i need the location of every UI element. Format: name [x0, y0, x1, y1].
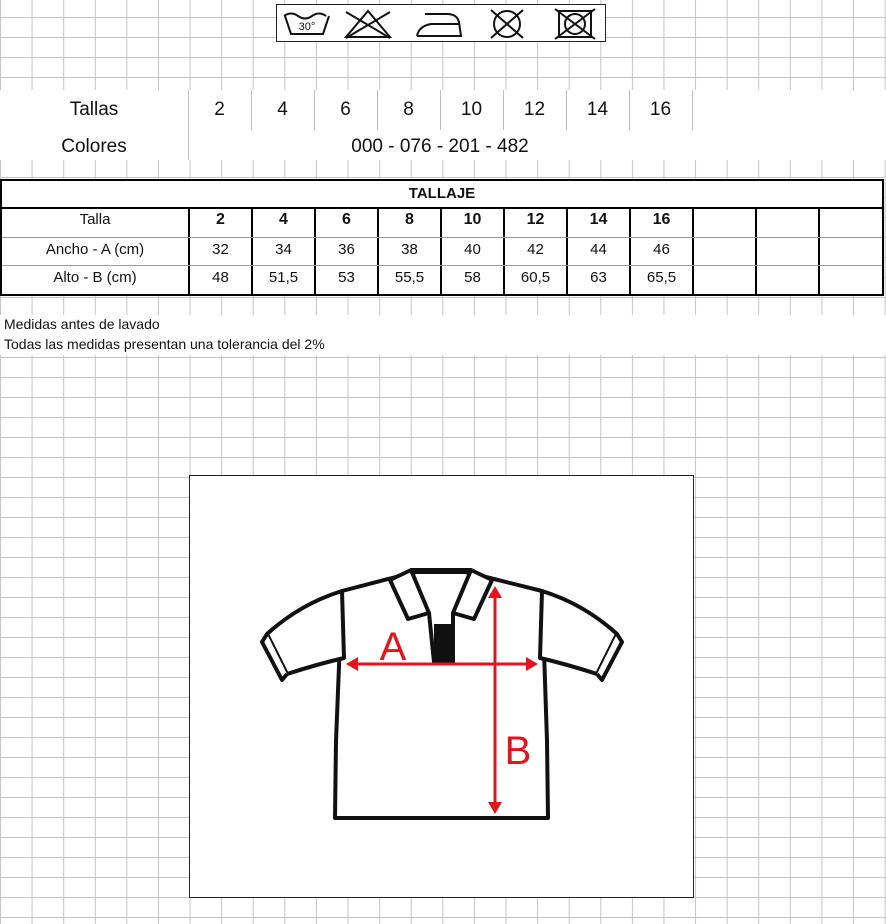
table-cell: 65,5	[646, 269, 677, 286]
table-cell: 55,5	[394, 269, 425, 286]
table-cell: 48	[212, 269, 229, 286]
table-size-header: 4	[279, 211, 288, 228]
table-cell: 40	[464, 241, 481, 258]
table-row-label: Alto - B (cm)	[53, 269, 137, 286]
wash-30-icon	[281, 8, 333, 40]
table-size-header: 8	[405, 211, 414, 228]
wash-temp-label: 30°	[298, 21, 316, 33]
size-value: 10	[460, 99, 483, 120]
table-cell: 63	[590, 269, 607, 286]
size-value: 16	[649, 99, 672, 120]
note-tolerance: Todas las medidas presentan una tolerancia del 2%	[4, 336, 325, 352]
iron-icon	[411, 8, 467, 40]
polo-shirt-illustration	[190, 476, 693, 897]
table-cell: 32	[212, 241, 229, 258]
height-label-b: B	[504, 729, 532, 773]
note-measurements: Medidas antes de lavado	[4, 316, 160, 332]
sizes-label: Tallas	[69, 99, 119, 120]
no-tumble-dry-icon	[549, 8, 601, 40]
table-cell: 51,5	[268, 269, 299, 286]
table-cell: 60,5	[520, 269, 551, 286]
width-label-a: A	[379, 625, 407, 669]
no-dry-clean-icon	[481, 8, 533, 40]
table-cell: 36	[338, 241, 355, 258]
size-value: 12	[523, 99, 546, 120]
table-cell: 42	[527, 241, 544, 258]
colors-label: Colores	[61, 136, 127, 157]
table-title: TALLAJE	[2, 181, 882, 209]
table-size-header: 6	[342, 211, 351, 228]
table-row-header: Talla	[79, 211, 111, 228]
table-size-header: 10	[463, 211, 482, 228]
table-cell: 38	[401, 241, 418, 258]
table-cell: 34	[275, 241, 292, 258]
table-cell: 44	[590, 241, 607, 258]
size-value: 6	[340, 99, 351, 120]
table-size-header: 2	[216, 211, 225, 228]
table-cell: 53	[338, 269, 355, 286]
garment-diagram	[189, 475, 694, 898]
colors-value: 000 - 076 - 201 - 482	[351, 136, 529, 157]
table-size-header: 14	[589, 211, 608, 228]
size-value: 14	[586, 99, 609, 120]
table-size-header: 16	[652, 211, 671, 228]
table-row-label: Ancho - A (cm)	[45, 241, 145, 258]
size-value: 4	[277, 99, 288, 120]
table-size-header: 12	[526, 211, 545, 228]
sizing-table	[0, 179, 884, 296]
table-cell: 58	[464, 269, 481, 286]
size-value: 8	[403, 99, 414, 120]
size-value: 2	[214, 99, 225, 120]
table-cell: 46	[653, 241, 670, 258]
care-symbols-bar	[276, 4, 606, 42]
no-bleach-icon	[340, 8, 396, 40]
